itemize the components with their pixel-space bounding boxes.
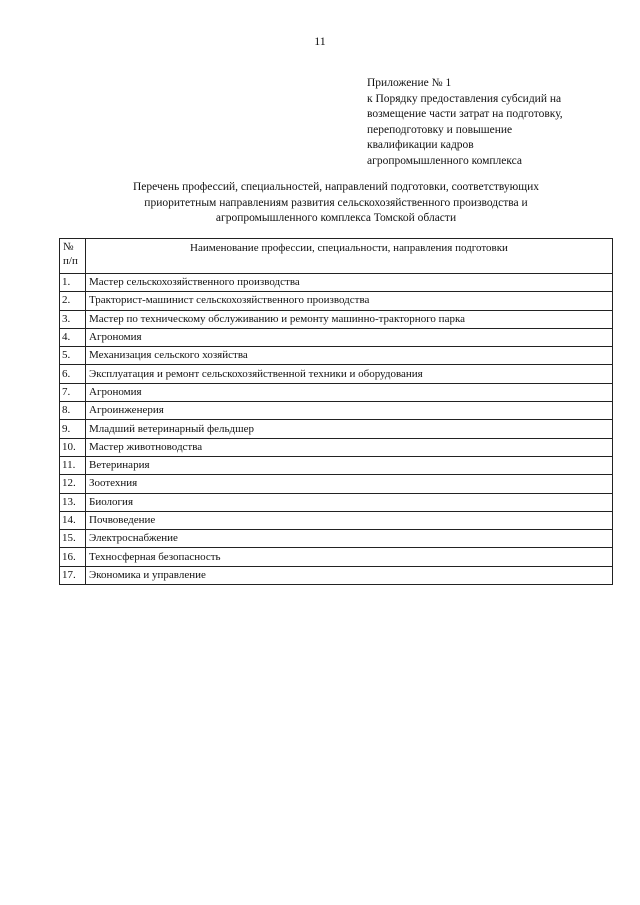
table-row bbox=[60, 292, 613, 310]
document-title bbox=[60, 180, 612, 227]
row-number: 1. bbox=[60, 274, 86, 292]
table-row bbox=[60, 493, 613, 511]
row-number: 7. bbox=[60, 383, 86, 401]
row-name: Мастер сельскохозяйственного производства bbox=[86, 274, 613, 292]
table-row bbox=[60, 511, 613, 529]
row-number: 5. bbox=[60, 347, 86, 365]
row-name: Биология bbox=[86, 493, 613, 511]
row-name: Агрономия bbox=[86, 328, 613, 346]
row-name: Агроинженерия bbox=[86, 402, 613, 420]
table-row bbox=[60, 402, 613, 420]
row-number: 3. bbox=[60, 310, 86, 328]
appendix-line: квалификации кадров bbox=[367, 139, 474, 151]
page-number: 11 bbox=[314, 34, 326, 48]
row-name: Эксплуатация и ремонт сельскохозяйственной техники и оборудования bbox=[86, 365, 613, 383]
row-number: 9. bbox=[60, 420, 86, 438]
row-number: 17. bbox=[60, 566, 86, 584]
appendix-line: переподготовку и повышение bbox=[367, 123, 513, 136]
professions-table bbox=[59, 238, 613, 585]
table-row bbox=[60, 566, 613, 584]
row-number: 12. bbox=[60, 475, 86, 493]
header-name: Наименование профессии, специальности, направления подготовки bbox=[86, 239, 613, 274]
appendix-line: агропромышленного комплекса bbox=[367, 154, 523, 167]
row-number: 10. bbox=[60, 438, 86, 456]
row-number: 16. bbox=[60, 548, 86, 566]
table-row bbox=[60, 420, 613, 438]
row-name: Экономика и управление bbox=[86, 566, 613, 584]
row-number: 14. bbox=[60, 511, 86, 529]
row-name: Тракторист-машинист сельскохозяйственного производства bbox=[86, 292, 613, 310]
table-row bbox=[60, 347, 613, 365]
row-name: Мастер по техническому обслуживанию и ремонту машинно-тракторного парка bbox=[86, 310, 613, 328]
table-row bbox=[60, 456, 613, 474]
row-number: 15. bbox=[60, 530, 86, 548]
appendix-line: к Порядку предоставления субсидий на bbox=[367, 92, 562, 105]
row-name: Механизация сельского хозяйства bbox=[86, 347, 613, 365]
title-line: Перечень профессий, специальностей, направлений подготовки, соответствующих bbox=[132, 181, 540, 193]
row-name: Агрономия bbox=[86, 383, 613, 401]
row-name: Почвоведение bbox=[86, 511, 613, 529]
row-name: Мастер животноводства bbox=[86, 438, 613, 456]
title-line: приоритетным направлениям развития сельскохозяйственного производства и bbox=[144, 196, 528, 209]
appendix-line: Приложение № 1 bbox=[367, 77, 452, 89]
table-row bbox=[60, 274, 613, 292]
table-row bbox=[60, 438, 613, 456]
header-number bbox=[60, 239, 86, 274]
title-line: агропромышленного комплекса Томской области bbox=[215, 212, 457, 224]
row-number: 6. bbox=[60, 365, 86, 383]
appendix-note bbox=[367, 76, 607, 169]
table-row bbox=[60, 548, 613, 566]
row-name: Техносферная безопасность bbox=[86, 548, 613, 566]
row-number: 13. bbox=[60, 493, 86, 511]
table-row bbox=[60, 328, 613, 346]
row-number: 2. bbox=[60, 292, 86, 310]
row-number: 11. bbox=[60, 456, 86, 474]
header-number-line: № bbox=[63, 241, 74, 253]
row-number: 4. bbox=[60, 328, 86, 346]
row-name: Младший ветеринарный фельдшер bbox=[86, 420, 613, 438]
row-name: Ветеринария bbox=[86, 456, 613, 474]
table-header-row bbox=[60, 239, 613, 274]
row-name: Электроснабжение bbox=[86, 530, 613, 548]
table-row bbox=[60, 310, 613, 328]
table-row bbox=[60, 530, 613, 548]
header-number-line: п/п bbox=[63, 255, 78, 267]
appendix-line: возмещение части затрат на подготовку, bbox=[367, 108, 563, 120]
row-name: Зоотехния bbox=[86, 475, 613, 493]
table-row bbox=[60, 365, 613, 383]
table-row bbox=[60, 383, 613, 401]
table-row bbox=[60, 475, 613, 493]
row-number: 8. bbox=[60, 402, 86, 420]
